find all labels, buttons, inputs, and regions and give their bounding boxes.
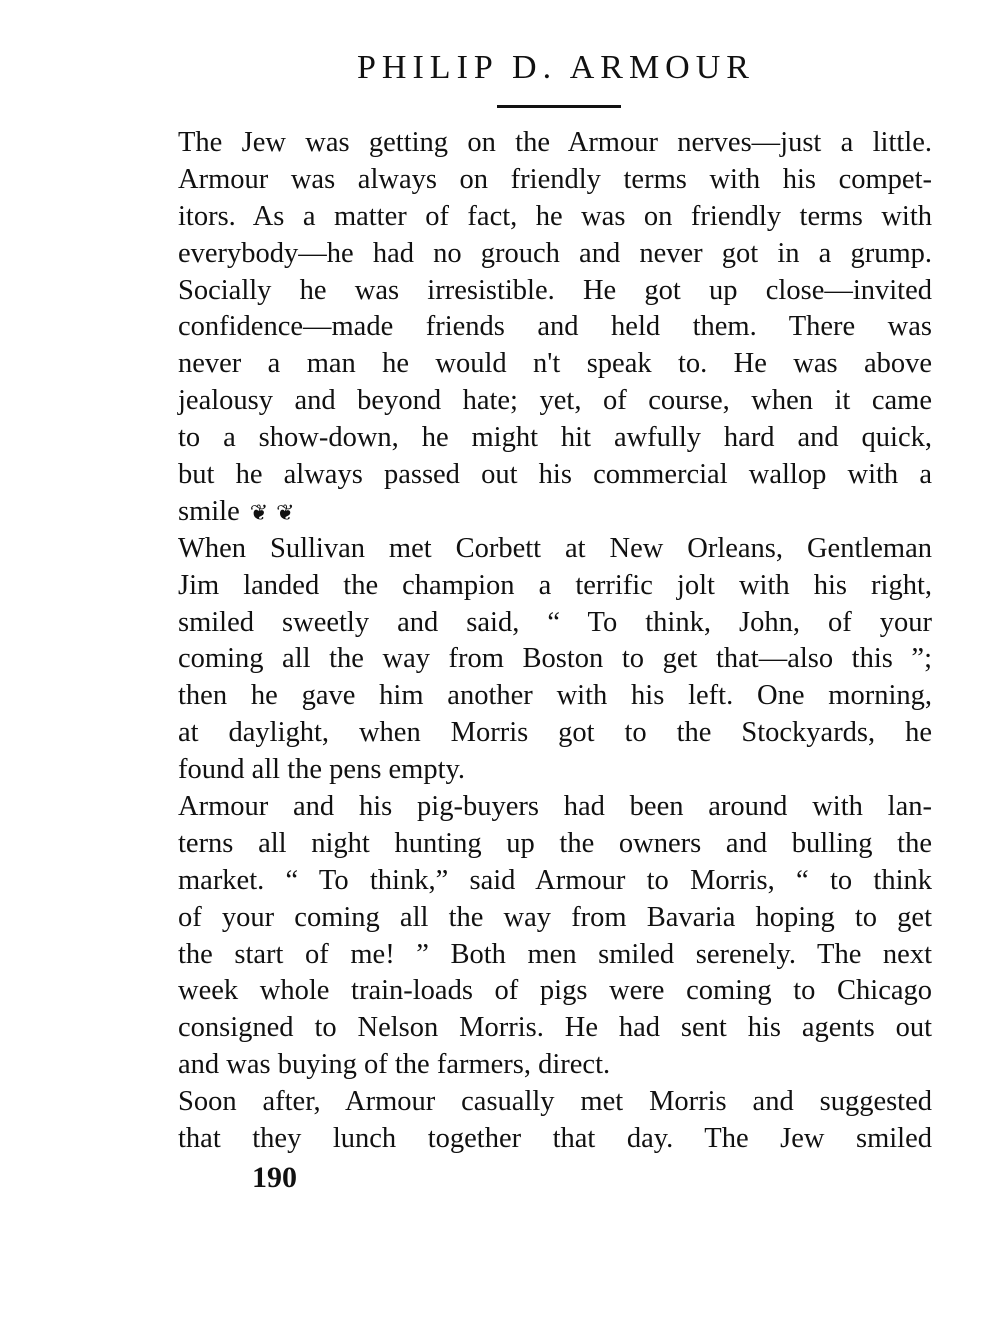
text-line: never a man he would n't speak to. He was above — [178, 348, 932, 380]
text-line: to a show-down, he might hit awfully hard and quick, — [178, 422, 932, 454]
text-line: coming all the way from Boston to get that—also this ”; — [178, 643, 932, 675]
text-line: market. “ To think,” said Armour to Morris, “ to think — [178, 864, 932, 896]
header-rule — [497, 105, 621, 108]
text-line: jealousy and beyond hate; yet, of course, when it came — [178, 385, 932, 417]
text-line: Armour and his pig-buyers had been around with lan- — [178, 791, 932, 823]
text-line: that they lunch together that day. The Jew smiled — [178, 1123, 932, 1155]
page-number: 190 — [252, 1161, 297, 1194]
text-line: terns all night hunting up the owners and bulling the — [178, 827, 932, 859]
text-line: consigned to Nelson Morris. He had sent his agents out — [178, 1012, 932, 1044]
text-line: When Sullivan met Corbett at New Orleans, Gentleman — [178, 532, 932, 564]
text-line: Armour was always on friendly terms with his compet- — [178, 163, 932, 195]
text-line: week whole train-loads of pigs were coming to Chicago — [178, 975, 932, 1007]
text-line: Soon after, Armour casually met Morris and suggested — [178, 1086, 932, 1118]
text-line: of your coming all the way from Bavaria hoping to get — [178, 901, 932, 933]
body-text — [178, 125, 932, 1158]
text-line: everybody—he had no grouch and never got in a grump. — [178, 237, 932, 269]
text-line: smiled sweetly and said, “ To think, John, of your — [178, 606, 932, 638]
text-line-with-ornament — [178, 494, 932, 531]
text-line: confidence—made friends and held them. There was — [178, 311, 932, 343]
text-line: Socially he was irresistible. He got up close—invited — [178, 274, 932, 306]
text-line: at daylight, when Morris got to the Stockyards, he — [178, 717, 932, 749]
text-line: found all the pens empty. — [178, 754, 466, 786]
text-line-end: smile — [178, 495, 240, 527]
fleuron-ornament-icon: ❦❦ — [249, 499, 303, 525]
text-line: but he always passed out his commercial wallop with a — [178, 459, 932, 491]
text-line: The Jew was getting on the Armour nerves—just a little. — [178, 127, 932, 158]
text-line: itors. As a matter of fact, he was on friendly terms with — [178, 200, 932, 232]
text-line: Jim landed the champion a terrific jolt with his right, — [178, 569, 932, 601]
running-head-title: PHILIP D. ARMOUR — [357, 49, 755, 86]
text-line: and was buying of the farmers, direct. — [178, 1049, 611, 1081]
text-line: then he gave him another with his left. One morning, — [178, 680, 932, 712]
text-line: the start of me! ” Both men smiled serenely. The next — [178, 938, 932, 970]
